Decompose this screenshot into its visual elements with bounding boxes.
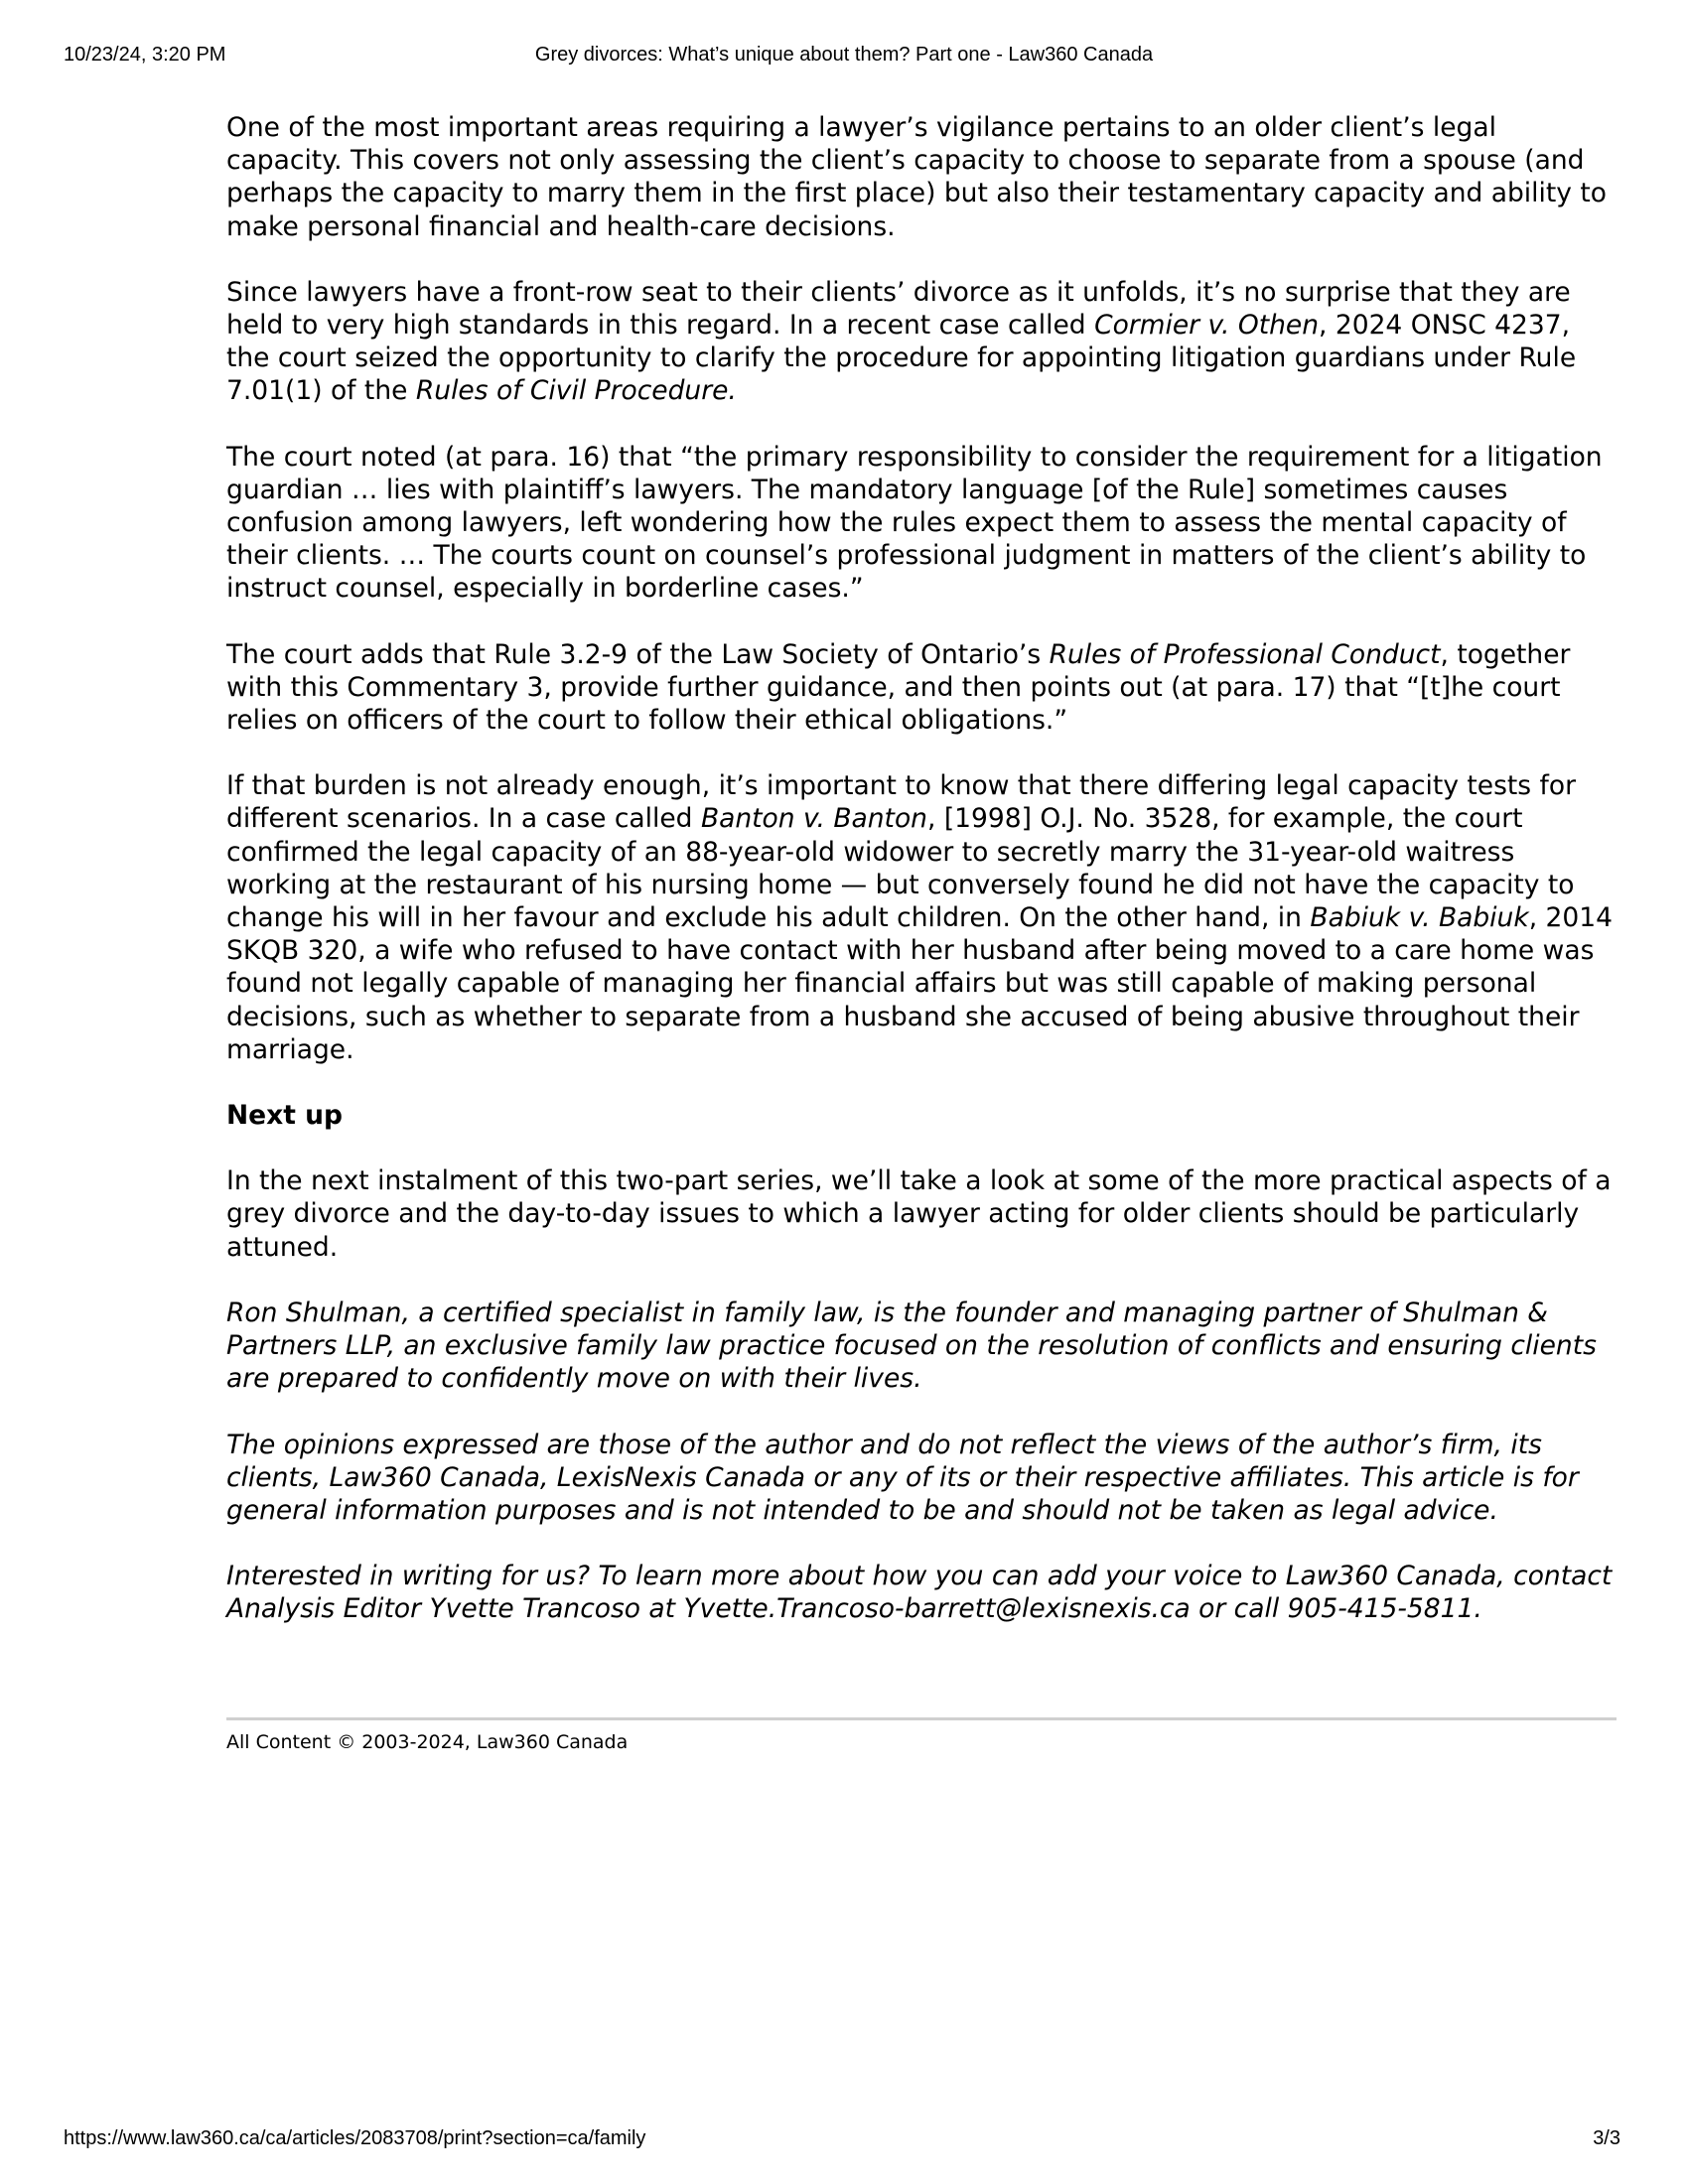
rules-civil-procedure: Rules of Civil Procedure. bbox=[415, 375, 737, 407]
case-name-babiuk: Babiuk v. Babiuk bbox=[1310, 902, 1529, 934]
case-name-banton: Banton v. Banton bbox=[700, 803, 927, 835]
case-name-cormier: Cormier v. Othen bbox=[1094, 310, 1319, 341]
text-segment: , 2014 SKQB 320, a wife who refused to have contact with her husband after being moved to a care home was found not legally capable of managing her financial affairs but was still capable of making personal decisions, such as whether to separate from a husband she accused of being abusive throughout their marriage. bbox=[226, 902, 1613, 1065]
text-segment: Since lawyers have a front-row seat to their clients’ divorce as it unfolds, it’s no surprise that they are held to very high standards in this regard. In a recent case called bbox=[226, 276, 1571, 341]
text-segment: , together with this Commentary 3, provide further guidance, and then points out (at para. 17) that “[t]he court relies on officers of the court to follow their ethical obligations.” bbox=[226, 638, 1571, 737]
text-segment: , 2024 ONSC 4237, the court seized the opportunity to clarify the procedure for appointing litigation guardians under Rule 7.01(1) of the bbox=[226, 310, 1577, 407]
copyright-notice: All Content © 2003-2024, Law360 Canada bbox=[226, 1731, 629, 1753]
paragraph-next-instalment: In the next instalment of this two-part series, we’ll take a look at some of the more practical aspects of a grey divorce and the day-to-day issues to which a lawyer acting for older clients should be particularly attuned. bbox=[226, 1165, 1612, 1263]
contact-callout: Interested in writing for us? To learn more about how you can add your voice to Law360 Canada, contact Analysis Editor Yvette Trancoso at Yvette.Trancoso-barrett@lexisnexis.ca or call 905-415-5811. bbox=[226, 1561, 1613, 1625]
footer-divider bbox=[226, 1717, 1617, 1720]
article-body bbox=[226, 111, 1617, 1659]
rules-professional-conduct: Rules of Professional Conduct bbox=[1049, 638, 1441, 670]
disclaimer: The opinions expressed are those of the author and do not reflect the views of the author’s firm, its clients, Law360 Canada, LexisNexis Canada or any of its or their respective affiliates. This article is for general information purposes and is not intended to be and should not be taken as legal advice. bbox=[226, 1429, 1579, 1526]
print-url: https://www.law360.ca/ca/articles/2083708/print?section=ca/family bbox=[64, 2127, 646, 2149]
paragraph-capacity-tests bbox=[226, 769, 1617, 1066]
text-segment: The court adds that Rule 3.2-9 of the Law Society of Ontario’s bbox=[226, 638, 1050, 670]
print-page-title: Grey divorces: What’s unique about them? Part one - Law360 Canada bbox=[534, 44, 1154, 66]
paragraph-court-quote: The court noted (at para. 16) that “the primary responsibility to consider the requirement for a litigation guardian … lies with plaintiff’s lawyers. The mandatory language [of the Rule] sometimes causes confusion among lawyers, left wondering how the rules expect them to assess the mental capacity of their clients. … The courts count on counsel’s professional judgment in matters of the client’s ability to instruct counsel, especially in borderline cases.” bbox=[226, 441, 1603, 605]
text-segment: , [1998] O.J. No. 3528, for example, the court confirmed the legal capacity of an 88-year-old widower to secretly marry the 31-year-old waitress working at the restaurant of his nursing home — but conversely found he did not have the capacity to change his will in her favour and exclude his adult children. On the other hand, in bbox=[226, 803, 1575, 934]
text-segment: If that burden is not already enough, it’s important to know that there differing legal capacity tests for different scenarios. In a case called bbox=[226, 770, 1576, 835]
paragraph-legal-capacity: One of the most important areas requiring a lawyer’s vigilance pertains to an older client’s legal capacity. This covers not only assessing the client’s capacity to choose to separate from a spouse (and perhaps the capacity to marry them in the first place) but also their testamentary capacity and ability to make personal financial and health-care decisions. bbox=[226, 112, 1607, 242]
paragraph-law-society bbox=[226, 638, 1617, 738]
print-datetime: 10/23/24, 3:20 PM bbox=[64, 44, 226, 66]
author-bio: Ron Shulman, a certified specialist in family law, is the founder and managing partner of Shulman & Partners LLP, an exclusive family law practice focused on the resolution of conflicts and ensuring clients are prepared to confidently move on with their lives. bbox=[226, 1297, 1597, 1395]
page-number: 3/3 bbox=[1593, 2127, 1620, 2149]
paragraph-cormier-case bbox=[226, 276, 1617, 408]
section-heading-next-up: Next up bbox=[226, 1100, 343, 1132]
print-header bbox=[0, 0, 1688, 66]
